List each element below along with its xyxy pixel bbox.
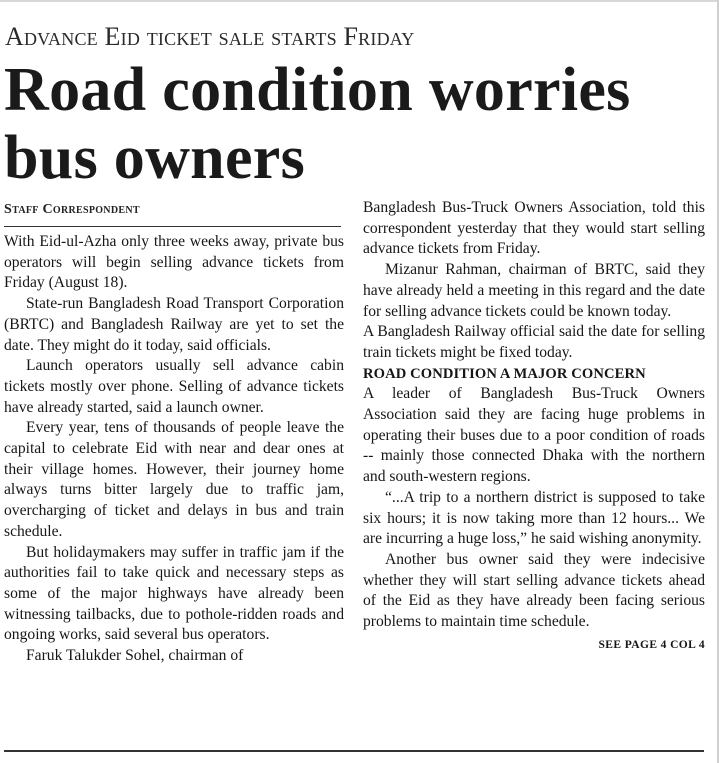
byline-rule [4,226,341,227]
right-column [363,198,705,655]
paragraph: Launch operators usually sell advance cabin tickets mostly over phone. Selling of advance tickets have already started, said a launch owner. [4,357,344,416]
left-column [4,232,344,667]
paragraph: Faruk Talukder Sohel, chairman of [26,647,244,665]
article-headline: Road condition worries bus owners [4,56,631,192]
article-kicker: Advance Eid ticket sale starts Friday [5,22,415,51]
paragraph: “...A trip to a northern district is supposed to take six hours; it is now taking more than 12 hours... We are incurring a huge loss,” he said wishing anonymity. [363,488,705,548]
paragraph: State-run Bangladesh Road Transport Corporation (BRTC) and Bangladesh Railway are yet to set the date. They might do it today, said officials. [4,295,344,354]
paragraph: Mizanur Rahman, chairman of BRTC, said they have already held a meeting in this regard and the date for selling advance tickets could be known today. [363,261,705,320]
paragraph: Bangladesh Bus-Truck Owners Association, told this correspondent yesterday that they would start selling advance tickets from Friday. [363,199,705,258]
article-byline: Staff Correspondent [4,202,140,217]
section-subhead: ROAD CONDITION A MAJOR CONCERN [363,365,646,382]
paragraph: A Bangladesh Railway official said the date for selling train tickets might be fixed today. [363,323,705,361]
paragraph: Another bus owner said they were indecisive whether they will start selling advance tickets ahead of the Eid as they have already been facing serious problems to maintain time schedule. [363,550,705,631]
paragraph: A leader of Bangladesh Bus-Truck Owners Association said they are facing huge problems in operating their buses due to a poor condition of roads -- mainly those connected Dhaka with the northern and south-western regions. [363,385,705,486]
bottom-rule [4,750,704,752]
continued-jump-line: SEE PAGE 4 COL 4 [598,638,705,651]
page-edge-top [0,0,719,2]
paragraph: But holidaymakers may suffer in traffic jam if the authorities fail to take quick and necessary steps as some of the major highways have already been witnessing tailbacks, due to pothole-ridden roads and ongoing works, said several bus operators. [4,543,344,644]
paragraph: Every year, tens of thousands of people leave the capital to celebrate Eid with near and dear ones at their village homes. However, their journey home always turns bitter largely due to traffic jam, overcharging of ticket and delays in bus and train schedule. [4,419,344,540]
paragraph: With Eid-ul-Azha only three weeks away, private bus operators will begin selling advance tickets from Friday (August 18). [4,233,344,292]
